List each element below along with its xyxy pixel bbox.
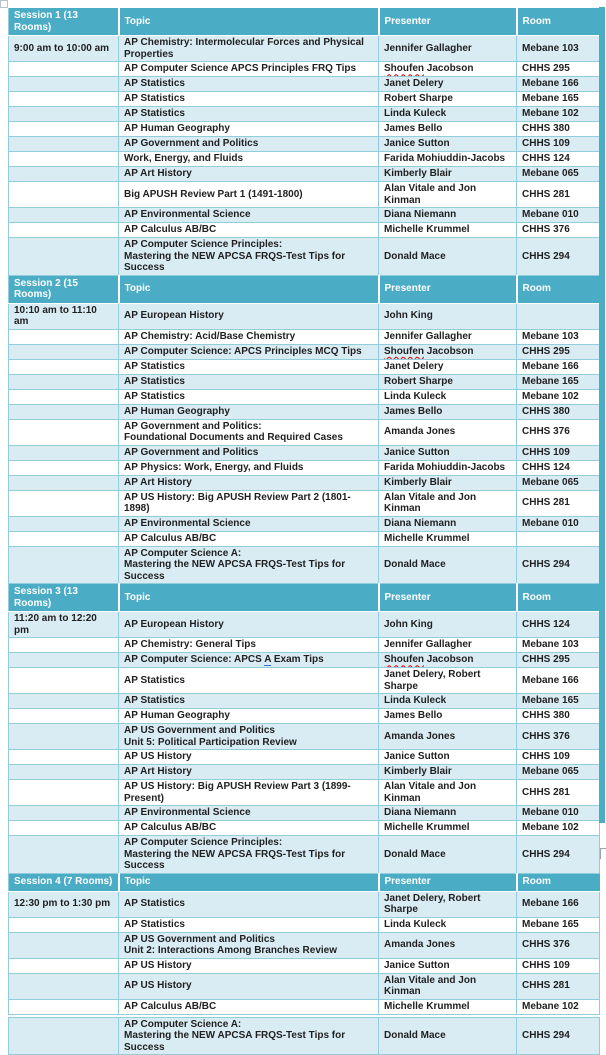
room-cell: Mebane 166	[517, 77, 600, 92]
presenter-cell: Janet Delery, Robert Sharpe	[379, 668, 517, 694]
room-cell: CHHS 281	[517, 973, 600, 999]
topic-cell: AP Statistics	[119, 77, 379, 92]
presenter-cell: Michelle Krummel	[379, 999, 517, 1016]
table-row	[9, 891, 600, 917]
session-time-cell	[9, 694, 119, 709]
topic-cell: AP European History	[119, 303, 379, 329]
topic-cell: AP Statistics	[119, 374, 379, 389]
session-time-cell	[9, 344, 119, 359]
topic-cell: AP Human Geography	[119, 709, 379, 724]
session-time-cell	[9, 182, 119, 208]
spellcheck-underline: Shoufen	[384, 63, 424, 75]
presenter-cell: Amanda Jones	[379, 932, 517, 958]
session-time-cell	[9, 531, 119, 546]
topic-cell: AP Statistics	[119, 891, 379, 917]
topic-cell: AP Human Geography	[119, 122, 379, 137]
room-column-header: Room	[517, 8, 600, 36]
room-cell: CHHS 376	[517, 419, 600, 445]
topic-cell: AP Computer Science A: Mastering the NEW APCSA FRQS-Test Tips for Success	[119, 546, 379, 584]
topic-cell: AP Environmental Science	[119, 516, 379, 531]
session-time-cell	[9, 932, 119, 958]
session-time-cell	[9, 122, 119, 137]
presenter-cell: John King	[379, 612, 517, 638]
table-row	[9, 152, 600, 167]
room-cell: CHHS 376	[517, 932, 600, 958]
room-cell: CHHS 376	[517, 724, 600, 750]
table-row	[9, 374, 600, 389]
session-time-cell	[9, 92, 119, 107]
session-header-label: Session 3 (13 Rooms)	[9, 584, 119, 612]
margin-crop-mark-icon	[600, 848, 606, 859]
table-row	[9, 238, 600, 276]
room-cell: Mebane 010	[517, 516, 600, 531]
topic-cell: AP Computer Science Principles: Mastering the NEW APCSA FRQS-Test Tips for Success	[119, 836, 379, 874]
table-row	[9, 638, 600, 653]
topic-cell: AP Chemistry: Acid/Base Chemistry	[119, 329, 379, 344]
session-header-label: Session 2 (15 Rooms)	[9, 275, 119, 303]
room-cell: Mebane 102	[517, 999, 600, 1016]
table-row	[9, 445, 600, 460]
spellcheck-underline: Shoufen	[384, 345, 424, 357]
table-row	[9, 77, 600, 92]
room-cell: CHHS 294	[517, 836, 600, 874]
room-cell: Mebane 010	[517, 208, 600, 223]
presenter-cell: Jennifer Gallagher	[379, 329, 517, 344]
session-header-row	[9, 873, 600, 891]
session-time-cell	[9, 62, 119, 77]
table-row	[9, 724, 600, 750]
room-cell: CHHS 380	[517, 709, 600, 724]
topic-cell: AP Calculus AB/BC	[119, 821, 379, 836]
room-column-header: Room	[517, 873, 600, 891]
topic-cell: Big APUSH Review Part 1 (1491-1800)	[119, 182, 379, 208]
room-column-header: Room	[517, 275, 600, 303]
session-time-cell	[9, 836, 119, 874]
session-time-cell	[9, 1016, 119, 1055]
table-row	[9, 167, 600, 182]
topic-cell: AP Calculus AB/BC	[119, 999, 379, 1016]
table-row	[9, 404, 600, 419]
session-time-cell	[9, 77, 119, 92]
table-row	[9, 36, 600, 62]
table-move-handle-icon[interactable]	[0, 0, 8, 8]
table-row	[9, 709, 600, 724]
presenter-cell: Donald Mace	[379, 546, 517, 584]
room-cell: CHHS 294	[517, 1016, 600, 1055]
session-time-cell	[9, 208, 119, 223]
presenter-cell: Kimberly Blair	[379, 475, 517, 490]
table-row	[9, 806, 600, 821]
topic-cell: AP US History	[119, 958, 379, 973]
room-cell: Mebane 103	[517, 329, 600, 344]
room-cell: Mebane 102	[517, 107, 600, 122]
room-cell: CHHS 294	[517, 546, 600, 584]
presenter-cell: Robert Sharpe	[379, 92, 517, 107]
session-time-cell	[9, 460, 119, 475]
presenter-column-header: Presenter	[379, 873, 517, 891]
topic-cell: AP Computer Science: APCS A Exam Tips	[119, 653, 379, 668]
room-cell: CHHS 109	[517, 137, 600, 152]
presenter-cell: Donald Mace	[379, 836, 517, 874]
topic-column-header: Topic	[119, 275, 379, 303]
topic-cell: AP US History: Big APUSH Review Part 2 (1801-1898)	[119, 490, 379, 516]
presenter-cell: Alan Vitale and Jon Kinman	[379, 182, 517, 208]
table-row	[9, 329, 600, 344]
topic-cell: AP Chemistry: General Tips	[119, 638, 379, 653]
table-row	[9, 122, 600, 137]
room-cell: CHHS 109	[517, 958, 600, 973]
room-cell: Mebane 103	[517, 638, 600, 653]
room-cell: Mebane 166	[517, 668, 600, 694]
room-cell: CHHS 295	[517, 344, 600, 359]
table-row	[9, 821, 600, 836]
session-header-row	[9, 275, 600, 303]
session-time-cell	[9, 821, 119, 836]
topic-cell: AP Statistics	[119, 694, 379, 709]
table-row	[9, 107, 600, 122]
topic-column-header: Topic	[119, 584, 379, 612]
topic-cell: AP US History	[119, 750, 379, 765]
table-row	[9, 780, 600, 806]
table-row	[9, 460, 600, 475]
room-column-header: Room	[517, 584, 600, 612]
session-time-cell	[9, 516, 119, 531]
session-time-cell	[9, 238, 119, 276]
session-time-cell: 12:30 pm to 1:30 pm	[9, 891, 119, 917]
presenter-cell: Janet Delery	[379, 359, 517, 374]
schedule-table	[8, 7, 600, 1055]
room-cell: CHHS 294	[517, 238, 600, 276]
topic-cell: AP Environmental Science	[119, 208, 379, 223]
session-time-cell	[9, 999, 119, 1016]
session-time-cell	[9, 404, 119, 419]
table-right-border	[599, 7, 605, 823]
room-cell: Mebane 010	[517, 806, 600, 821]
table-row	[9, 531, 600, 546]
session-time-cell	[9, 724, 119, 750]
presenter-cell: Alan Vitale and Jon Kinman	[379, 490, 517, 516]
session-time-cell	[9, 419, 119, 445]
presenter-cell: John King	[379, 303, 517, 329]
presenter-cell: Diana Niemann	[379, 208, 517, 223]
room-cell: Mebane 065	[517, 167, 600, 182]
presenter-cell: Michelle Krummel	[379, 821, 517, 836]
table-row	[9, 344, 600, 359]
session-header-row	[9, 8, 600, 36]
table-row	[9, 516, 600, 531]
presenter-cell: James Bello	[379, 709, 517, 724]
presenter-cell: Janice Sutton	[379, 750, 517, 765]
topic-cell: AP US History: Big APUSH Review Part 3 (1899-Present)	[119, 780, 379, 806]
presenter-cell: Janice Sutton	[379, 137, 517, 152]
topic-cell: AP Computer Science APCS Principles FRQ Tips	[119, 62, 379, 77]
presenter-cell: Amanda Jones	[379, 419, 517, 445]
room-cell: Mebane 065	[517, 765, 600, 780]
presenter-cell: Robert Sharpe	[379, 374, 517, 389]
session-time-cell	[9, 445, 119, 460]
presenter-cell: Diana Niemann	[379, 516, 517, 531]
room-cell	[517, 531, 600, 546]
presenter-cell: James Bello	[379, 404, 517, 419]
presenter-cell: Janet Delery	[379, 77, 517, 92]
topic-cell: AP Statistics	[119, 92, 379, 107]
topic-cell: AP Statistics	[119, 668, 379, 694]
table-row	[9, 182, 600, 208]
room-cell: CHHS 109	[517, 750, 600, 765]
session-time-cell	[9, 389, 119, 404]
room-cell: Mebane 165	[517, 917, 600, 932]
table-row	[9, 1016, 600, 1055]
table-row	[9, 958, 600, 973]
session-time-cell	[9, 152, 119, 167]
table-row	[9, 137, 600, 152]
room-cell: CHHS 281	[517, 780, 600, 806]
table-row	[9, 932, 600, 958]
room-cell: CHHS 380	[517, 404, 600, 419]
room-cell: Mebane 102	[517, 821, 600, 836]
table-row	[9, 653, 600, 668]
room-cell: Mebane 165	[517, 92, 600, 107]
presenter-cell: Alan Vitale and Jon Kinman	[379, 780, 517, 806]
room-cell: CHHS 380	[517, 122, 600, 137]
session-time-cell	[9, 765, 119, 780]
room-cell: CHHS 109	[517, 445, 600, 460]
session-time-cell	[9, 374, 119, 389]
session-time-cell	[9, 973, 119, 999]
session-header-row	[9, 584, 600, 612]
table-row	[9, 668, 600, 694]
table-row	[9, 612, 600, 638]
presenter-cell: Shoufen Jacobson	[379, 344, 517, 359]
table-row	[9, 92, 600, 107]
session-time-cell	[9, 167, 119, 182]
table-row	[9, 303, 600, 329]
table-row	[9, 359, 600, 374]
room-cell: Mebane 166	[517, 359, 600, 374]
topic-cell: AP European History	[119, 612, 379, 638]
table-row	[9, 750, 600, 765]
room-cell: Mebane 166	[517, 891, 600, 917]
table-row	[9, 490, 600, 516]
room-cell: CHHS 376	[517, 223, 600, 238]
session-time-cell: 9:00 am to 10:00 am	[9, 36, 119, 62]
presenter-cell: Jennifer Gallagher	[379, 36, 517, 62]
session-time-cell	[9, 546, 119, 584]
topic-cell: Work, Energy, and Fluids	[119, 152, 379, 167]
table-row	[9, 917, 600, 932]
presenter-cell: Farida Mohiuddin-Jacobs	[379, 460, 517, 475]
room-cell: CHHS 124	[517, 152, 600, 167]
presenter-column-header: Presenter	[379, 275, 517, 303]
session-time-cell	[9, 750, 119, 765]
presenter-cell: Amanda Jones	[379, 724, 517, 750]
room-cell: Mebane 165	[517, 694, 600, 709]
table-row	[9, 208, 600, 223]
topic-cell: AP Physics: Work, Energy, and Fluids	[119, 460, 379, 475]
presenter-cell: Kimberly Blair	[379, 765, 517, 780]
presenter-cell: Shoufen Jacobson	[379, 62, 517, 77]
table-row	[9, 765, 600, 780]
presenter-cell: Michelle Krummel	[379, 223, 517, 238]
table-row	[9, 836, 600, 874]
topic-column-header: Topic	[119, 8, 379, 36]
presenter-cell: Donald Mace	[379, 1016, 517, 1055]
presenter-cell: Linda Kuleck	[379, 694, 517, 709]
topic-cell: AP Statistics	[119, 107, 379, 122]
room-cell: CHHS 281	[517, 182, 600, 208]
topic-cell: AP Statistics	[119, 359, 379, 374]
table-row	[9, 546, 600, 584]
session-time-cell: 10:10 am to 11:10 am	[9, 303, 119, 329]
topic-cell: AP Statistics	[119, 917, 379, 932]
room-cell: Mebane 165	[517, 374, 600, 389]
session-time-cell	[9, 780, 119, 806]
presenter-cell: James Bello	[379, 122, 517, 137]
session-time-cell: 11:20 am to 12:20 pm	[9, 612, 119, 638]
session-time-cell	[9, 475, 119, 490]
session-header-label: Session 4 (7 Rooms)	[9, 873, 119, 891]
presenter-cell: Jennifer Gallagher	[379, 638, 517, 653]
topic-column-header: Topic	[119, 873, 379, 891]
topic-cell: AP Computer Science A: Mastering the NEW APCSA FRQS-Test Tips for Success	[119, 1016, 379, 1055]
table-row	[9, 223, 600, 238]
session-time-cell	[9, 638, 119, 653]
topic-cell: AP Art History	[119, 167, 379, 182]
session-time-cell	[9, 917, 119, 932]
session-time-cell	[9, 709, 119, 724]
presenter-cell: Janet Delery, Robert Sharpe	[379, 891, 517, 917]
topic-cell: AP US Government and Politics Unit 2: Interactions Among Branches Review	[119, 932, 379, 958]
session-time-cell	[9, 653, 119, 668]
session-time-cell	[9, 223, 119, 238]
presenter-cell: Linda Kuleck	[379, 389, 517, 404]
presenter-cell: Linda Kuleck	[379, 917, 517, 932]
topic-cell: AP Environmental Science	[119, 806, 379, 821]
table-row	[9, 475, 600, 490]
presenter-cell: Farida Mohiuddin-Jacobs	[379, 152, 517, 167]
room-cell: CHHS 295	[517, 62, 600, 77]
session-time-cell	[9, 359, 119, 374]
topic-cell: AP Calculus AB/BC	[119, 223, 379, 238]
topic-cell: AP US History	[119, 973, 379, 999]
topic-cell: AP Art History	[119, 765, 379, 780]
table-row	[9, 973, 600, 999]
topic-cell: AP Government and Politics	[119, 137, 379, 152]
presenter-cell: Michelle Krummel	[379, 531, 517, 546]
table-row	[9, 62, 600, 77]
presenter-cell: Donald Mace	[379, 238, 517, 276]
grammar-underline: A	[264, 654, 271, 667]
room-cell: Mebane 102	[517, 389, 600, 404]
session-time-cell	[9, 668, 119, 694]
presenter-cell: Kimberly Blair	[379, 167, 517, 182]
presenter-cell: Janice Sutton	[379, 445, 517, 460]
session-time-cell	[9, 107, 119, 122]
topic-cell: AP Government and Politics: Foundational Documents and Required Cases	[119, 419, 379, 445]
presenter-column-header: Presenter	[379, 8, 517, 36]
room-cell: CHHS 281	[517, 490, 600, 516]
table-row	[9, 389, 600, 404]
topic-cell: AP Chemistry: Intermolecular Forces and Physical Properties	[119, 36, 379, 62]
topic-cell: AP Calculus AB/BC	[119, 531, 379, 546]
presenter-cell: Alan Vitale and Jon Kinman	[379, 973, 517, 999]
spellcheck-underline: Shoufen	[384, 654, 424, 666]
room-cell: CHHS 295	[517, 653, 600, 668]
table-row	[9, 419, 600, 445]
topic-cell: AP Art History	[119, 475, 379, 490]
presenter-column-header: Presenter	[379, 584, 517, 612]
topic-cell: AP Computer Science: APCS Principles MCQ Tips	[119, 344, 379, 359]
session-time-cell	[9, 958, 119, 973]
session-time-cell	[9, 329, 119, 344]
session-header-label: Session 1 (13 Rooms)	[9, 8, 119, 36]
topic-cell: AP Government and Politics	[119, 445, 379, 460]
session-time-cell	[9, 490, 119, 516]
session-time-cell	[9, 137, 119, 152]
presenter-cell: Diana Niemann	[379, 806, 517, 821]
topic-cell: AP Human Geography	[119, 404, 379, 419]
session-time-cell	[9, 806, 119, 821]
topic-cell: AP Statistics	[119, 389, 379, 404]
room-cell: Mebane 103	[517, 36, 600, 62]
room-cell: CHHS 124	[517, 612, 600, 638]
presenter-cell: Shoufen Jacobson	[379, 653, 517, 668]
topic-cell: AP US Government and Politics Unit 5: Political Participation Review	[119, 724, 379, 750]
table-row	[9, 694, 600, 709]
table-row	[9, 999, 600, 1016]
topic-cell: AP Computer Science Principles: Mastering the NEW APCSA FRQS-Test Tips for Success	[119, 238, 379, 276]
room-cell: CHHS 124	[517, 460, 600, 475]
room-cell	[517, 303, 600, 329]
room-cell: Mebane 065	[517, 475, 600, 490]
presenter-cell: Linda Kuleck	[379, 107, 517, 122]
presenter-cell: Janice Sutton	[379, 958, 517, 973]
